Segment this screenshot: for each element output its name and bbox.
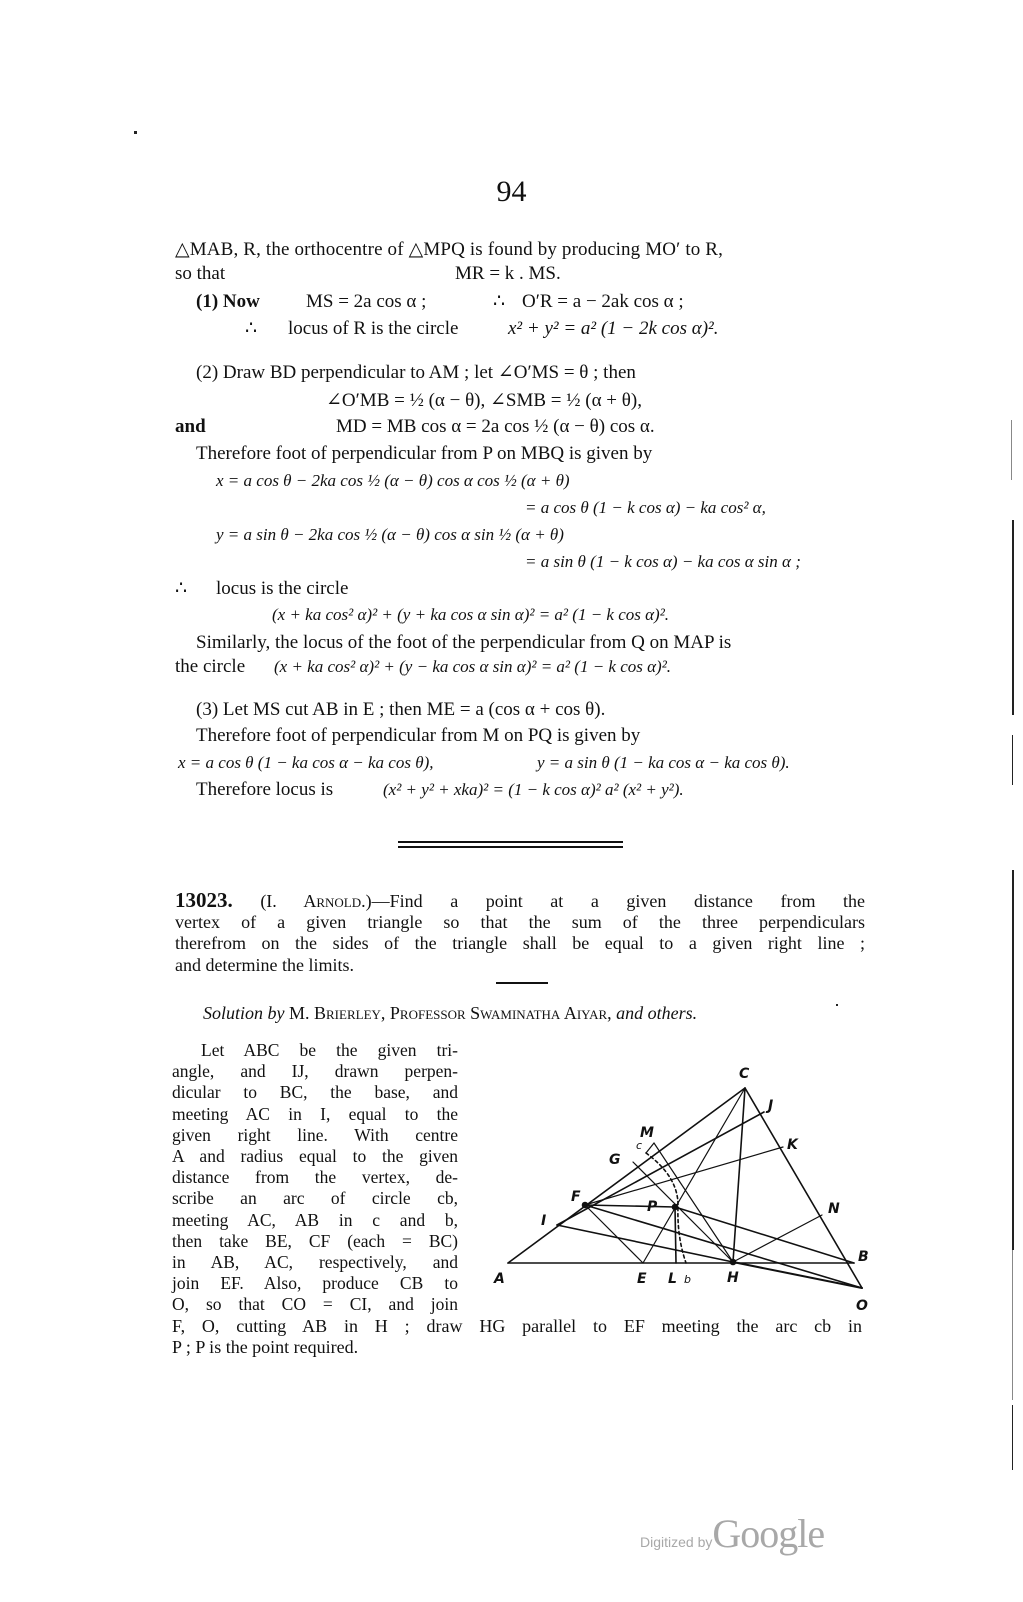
equation: MR = k . MS.: [455, 263, 561, 284]
vertex-label-C: C: [739, 1066, 750, 1082]
text-line: Therefore foot of perpendicular from M on PQ is given by: [196, 725, 641, 746]
text-line: Let ABC be the given tri-: [201, 1040, 458, 1060]
solution-by: Solution by: [203, 1003, 285, 1023]
binding-edge-mark: [1012, 1030, 1014, 1250]
therefore-symbol: ∴: [175, 578, 188, 599]
solution-header: [203, 1002, 697, 1024]
text-line: locus of R is the circle: [288, 318, 459, 339]
geometry-diagram: [480, 1030, 870, 1314]
section-divider: [398, 846, 623, 848]
short-divider: [496, 982, 548, 984]
vertex-label-A: A: [494, 1271, 505, 1287]
question-text: and determine the limits.: [175, 954, 354, 975]
question-text: vertex of a given triangle so that the sum of the three perpendiculars: [175, 912, 865, 933]
text-line: angle, and IJ, drawn perpen-: [172, 1061, 458, 1082]
text-line: then take BE, CF (each = BC): [172, 1230, 458, 1251]
vertex-label-M: M: [640, 1125, 654, 1141]
equation: O′R = a − 2ak cos α ;: [522, 291, 684, 312]
vertex-label-F: F: [571, 1189, 581, 1205]
binding-edge-mark: [1012, 735, 1013, 785]
vertex-label-K: K: [787, 1137, 798, 1153]
vertex-label-N: N: [828, 1201, 840, 1217]
vertex-label-P: P: [647, 1199, 658, 1215]
text-line: and: [175, 416, 206, 437]
binding-edge-mark: [1012, 1250, 1013, 1400]
scan-dot: [836, 1004, 838, 1006]
line-mh: [654, 1143, 733, 1262]
section-divider: [398, 841, 623, 843]
equation: = a sin θ (1 − k cos α) − ka cos α sin α ;: [525, 552, 801, 571]
text-line: given right line. With centre: [172, 1124, 458, 1145]
line-ih: [557, 1225, 733, 1262]
equation: (x + ka cos² α)² + (y + ka cos α sin α)² = a² (1 − k cos α)².: [272, 605, 670, 624]
text-line: Therefore foot of perpendicular from P on MBQ is given by: [196, 443, 653, 464]
line-ac: [508, 1088, 745, 1263]
line-ch: [733, 1088, 745, 1262]
text-line: scribe an arc of circle cb,: [172, 1188, 458, 1209]
text-line: the circle: [175, 656, 246, 677]
vertex-label-B: B: [858, 1249, 869, 1265]
scan-dot: [134, 131, 137, 134]
solver-names: M. Brierley, Professor Swaminatha Aiyar,: [289, 1003, 612, 1023]
google-logo: Google: [712, 1511, 825, 1556]
text-line: meeting AC, AB in c and b,: [172, 1209, 458, 1230]
line-fp: [585, 1205, 675, 1207]
point-h-dot: [731, 1260, 736, 1265]
point-f-dot: [583, 1203, 588, 1208]
vertex-label-I: I: [541, 1213, 547, 1229]
line-pl: [675, 1207, 676, 1263]
vertex-label-H: H: [727, 1270, 739, 1286]
text-line: (1) Now: [196, 291, 260, 312]
line-cm-tick: [646, 1143, 654, 1153]
text-line: meeting AC in I, equal to the: [172, 1103, 458, 1124]
and-others: and others.: [616, 1003, 698, 1023]
digitized-watermark: [640, 1510, 824, 1557]
equation: (x² + y² + xka)² = (1 − k cos α)² a² (x² + y²).: [383, 780, 684, 799]
equation: MD = MB cos α = 2a cos ½ (α − θ) cos α.: [336, 416, 655, 437]
text-line: so that: [175, 263, 226, 284]
vertex-label-G: G: [609, 1152, 621, 1168]
question-number: 13023.: [175, 888, 233, 912]
equation: x = a cos θ (1 − ka cos α − ka cos θ),: [178, 753, 434, 772]
text-line: join EF. Also, produce CB to: [172, 1273, 458, 1294]
binding-edge-mark: [1012, 1405, 1013, 1470]
equation: MS = 2a cos α ;: [306, 291, 427, 312]
vertex-label-O: O: [856, 1298, 868, 1314]
text-line: Similarly, the locus of the foot of the perpendicular from Q on MAP is: [196, 632, 732, 653]
text-line: in AB, AC, respectively, and: [172, 1252, 458, 1273]
therefore-symbol: ∴: [493, 291, 506, 312]
equation: y = a sin θ − 2ka cos ½ (α − θ) cos α sin ½ (α + θ): [216, 525, 564, 544]
solution-text: [172, 1040, 458, 1316]
line-ce: [643, 1088, 745, 1263]
equation: x² + y² = a² (1 − 2k cos α)².: [508, 318, 719, 339]
vertex-label-J: J: [768, 1098, 774, 1114]
text-line: F, O, cutting AB in H ; draw HG parallel to EF meeting the arc cb in: [172, 1316, 862, 1336]
equation: ∠O′MB = ½ (α − θ), ∠SMB = ½ (α + θ),: [326, 390, 642, 411]
text-line: A and radius equal to the given: [172, 1146, 458, 1167]
equation: = a cos θ (1 − k cos α) − ka cos² α,: [525, 498, 766, 517]
vertex-label-c: c: [636, 1139, 643, 1152]
binding-edge-mark: [1012, 520, 1014, 715]
line-ho: [733, 1262, 862, 1288]
vertex-label-b: b: [684, 1273, 691, 1286]
text-line: Therefore locus is: [196, 779, 334, 800]
vertex-label-L: L: [668, 1271, 677, 1287]
binding-edge-mark: [1011, 420, 1012, 480]
text-line: (3) Let MS cut AB in E ; then ME = a (cos α + cos θ).: [196, 699, 606, 720]
question-author: (I. Arnold.): [260, 891, 372, 911]
solution-text: [172, 1316, 862, 1358]
therefore-symbol: ∴: [245, 318, 258, 339]
question-block: [175, 890, 865, 976]
text-line: locus is the circle: [216, 578, 349, 599]
equation: x = a cos θ − 2ka cos ½ (α − θ) cos α cos ½ (α + θ): [216, 471, 570, 490]
text-line: dicular to BC, the base, and: [172, 1082, 458, 1103]
question-text: therefrom on the sides of the triangle shall be equal to a given right line ;: [175, 933, 865, 954]
vertex-label-E: E: [637, 1271, 647, 1287]
text-line: O, so that CO = CI, and join: [172, 1294, 458, 1315]
equation: (x + ka cos² α)² + (y − ka cos α sin α)² = a² (1 − k cos α)².: [274, 657, 672, 676]
question-text: —Find a point at a given distance from the: [371, 891, 866, 911]
text-line: △MAB, R, the orthocentre of △MPQ is found by producing MO′ to R,: [175, 239, 724, 260]
digitized-by-text: Digitized by: [640, 1534, 713, 1550]
text-line: (2) Draw BD perpendicular to AM ; let ∠O′MS = θ ; then: [196, 362, 636, 383]
text-line: P ; P is the point required.: [172, 1337, 359, 1358]
page-number: 94: [496, 175, 527, 208]
text-line: distance from the vertex, de-: [172, 1167, 458, 1188]
point-p-dot: [673, 1205, 678, 1210]
equation: y = a sin θ (1 − ka cos α − ka cos θ).: [537, 753, 790, 772]
